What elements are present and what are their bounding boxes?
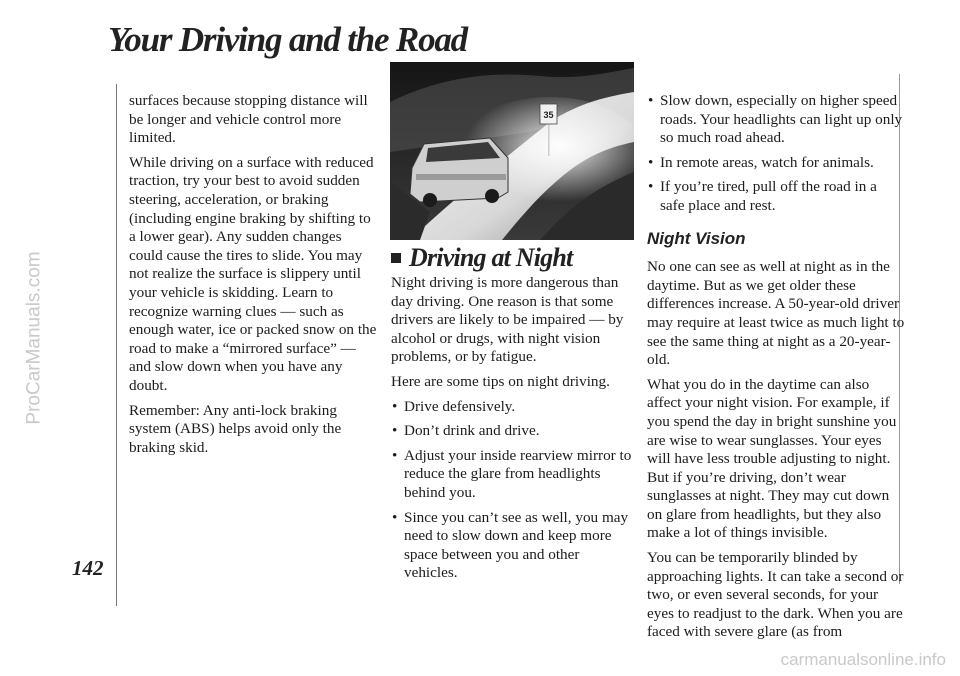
col1-paragraph: While driving on a surface with reduced traction, try your best to avoid sudden steering, acceleration, or braking (including engine braking by shifting to a lower gear). Any sudden changes could cause the tires to slide. You may not realize the surface is slippery until your vehicle is skidding. Learn to recognize warning clues — such as enough water, ice or packed snow on the road to make a “mirrored surface” — and slow down when you have any doubt. [129,153,377,394]
tip-item: • Adjust your inside rearview mirror to reduce the glare from headlights behind you. [391,447,633,503]
left-margin-rule [116,84,117,606]
more-tips-list [647,92,905,216]
tip-item: • Don’t drink and drive. [391,422,633,441]
column-left [129,92,377,463]
col2-paragraph: Night driving is more dangerous than day driving. One reason is that some drivers are likely to be impaired — by alcohol or drugs, with night vision problems, or by fatigue. [391,274,624,366]
tip-item: • If you’re tired, pull off the road in a safe place and rest. [647,178,905,215]
speed-limit-sign-text: 35 [543,110,554,120]
tip-item: • Since you can’t see as well, you may need to slow down and keep more space between you and other vehicles. [391,509,633,583]
section-heading-text: Driving at Night [409,243,573,272]
tip-item: • In remote areas, watch for animals. [647,154,905,173]
tip-item: • Slow down, especially on higher speed roads. Your headlights can light up only so much road ahead. [647,92,905,148]
section-heading [391,243,572,273]
col1-paragraph: surfaces because stopping distance will be longer and vehicle control more limited. [129,92,368,147]
minivan [410,138,508,207]
subsection-heading: Night Vision [647,228,746,248]
page-number: 142 [72,556,104,580]
col3-paragraph: No one can see as well at night as in the daytime. But as we get older these differences increase. A 50-year-old driver may require at least twice as much light to see the same thing at night as a 20-year-old. [647,258,905,369]
col3-paragraph: You can be temporarily blinded by approaching lights. It can take a second or two, or even several seconds, for your eyes to readjust to the dark. When you are faced with severe glare (as from [647,549,904,641]
tip-item: • Drive defensively. [391,398,633,417]
bottom-watermark: carmanualsonline.info [780,650,946,669]
night-driving-photo [390,62,634,240]
col2-paragraph: Here are some tips on night driving. [391,372,610,390]
column-middle [391,274,633,589]
col1-paragraph: Remember: Any anti-lock braking system (ABS) helps avoid only the braking skid. [129,401,342,456]
heading-square-icon [391,253,401,263]
col3-paragraph: What you do in the daytime can also affect your night vision. For example, if you spend the day in bright sunshine you are wise to wear sunglasses. Your eyes will have less trouble adjusting to night. But if you’re driving, don’t wear sunglasses at night. They may cut down on glare from headlights, but they also make a lot of things invisible. [647,375,897,542]
side-watermark [24,108,46,568]
side-watermark-text: ProCarManuals.com [24,251,46,425]
page-title: Your Driving and the Road [108,20,467,59]
column-right [647,92,905,648]
night-driving-tips-list [391,398,633,583]
